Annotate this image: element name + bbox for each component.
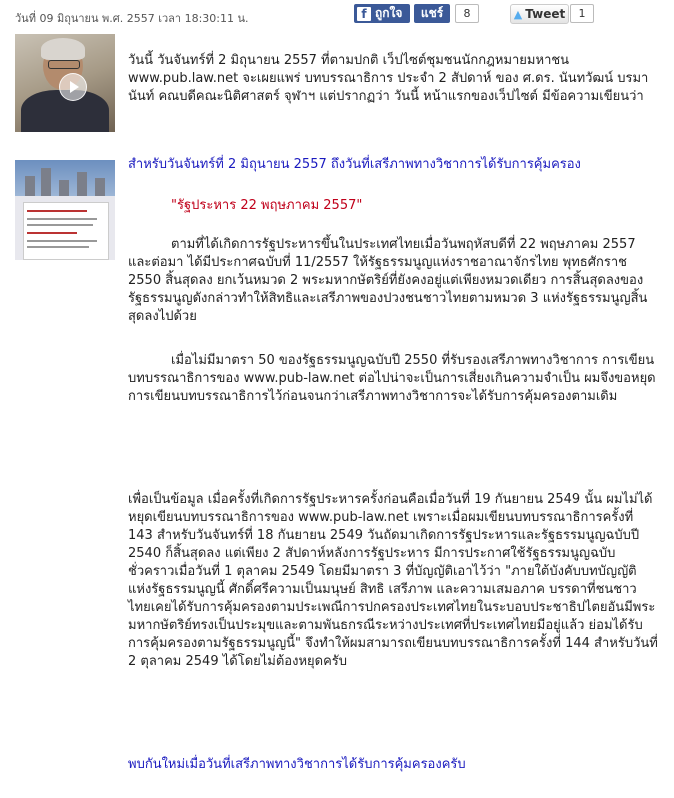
facebook-like-label: ถูกใจ — [375, 6, 403, 20]
facebook-like-button[interactable] — [354, 4, 410, 23]
article-paragraph-2: ตามที่ได้เกิดการรัฐประหารขึ้นในประเทศไทยเมื่อวันพฤหัสบดีที่ 22 พฤษภาคม 2557 และต่อมา ได้มีประกาศฉบับที่ 11/2557 ให้รัฐธรรมนูญแห่งราชอาณาจักรไทย พุทธศักราช 2550 สิ้นสุดลง ยกเว้นหมวด 2 พระมหากษัตริย์ที่ยังคงอยู่แต่เพียงหมวดเดียว การสิ้นสุดลงของรัฐธรรมนูญดังกล่าวทำให้สิทธิและเสรีภาพของปวงชนชาวไทยตามหมวด 3 แห่งรัฐธรรมนูญสิ้นสุดลงไปด้วย — [128, 237, 648, 324]
coup-headline: "รัฐประหาร 22 พฤษภาคม 2557" — [171, 198, 363, 213]
facebook-share-label: แชร์ — [420, 6, 444, 20]
author-video-thumbnail[interactable] — [15, 34, 115, 132]
twitter-bird-icon: ▲ — [513, 7, 523, 21]
facebook-icon: f — [357, 7, 371, 21]
editorial-headline-link[interactable]: สำหรับวันจันทร์ที่ 2 มิถุนายน 2557 ถึงวันที่เสรีภาพทางวิชาการได้รับการคุ้มครอง — [128, 157, 581, 172]
article-paragraph-4: เพื่อเป็นข้อมูล เมื่อครั้งที่เกิดการรัฐประหารครั้งก่อนคือเมื่อวันที่ 19 กันยายน 2549 นั้น ผมไม่ได้หยุดเขียนบทบรรณาธิการของ www.pub-law.net เพราะเมื่อผมเขียนบทบรรณาธิการครั้งที่ 143 สำหรับวันจันทร์ที่ 18 กันยายน 2549 วันถัดมาเกิดการรัฐประหารและรัฐธรรมนูญฉบับปี 2540 ก็สิ้นสุดลง แต่เพียง 2 สัปดาห์หลังการรัฐประหาร มีการประกาศใช้รัฐธรรมนูญฉบับชั่วคราวเมื่อวันที่ 1 ตุลาคม 2549 โดยมีมาตรา 3 ที่บัญญัติเอาไว้ว่า "ภายใต้บังคับบทบัญญัติแห่งรัฐธรรมนูญนี้ ศักดิ์ศรีความเป็นมนุษย์ สิทธิ เสรีภาพ และความเสมอภาค บรรดาที่ชนชาวไทยเคยได้รับการคุ้มครองตามประเพณีการปกครองประเทศไทยในระบอบประชาธิปไตยอันมีพระมหากษัตริย์ทรงเป็นประมุขและตามพันธกรณีระหว่างประเทศที่ประเทศไทยมีอยู่แล้ว ย่อมได้รับการคุ้มครองตามรัฐธรรมนูญนี้" จึงทำให้ผมสามารถเขียนบทบรรณาธิการครั้งที่ 144 สำหรับวันที่ 2 ตุลาคม 2549 ได้โดยไม่ต้องหยุดครับ — [128, 492, 658, 669]
tweet-count: 1 — [570, 4, 594, 23]
tweet-label: Tweet — [525, 7, 566, 21]
publish-datetime: วันที่ 09 มิถุนายน พ.ศ. 2557 เวลา 18:30:11 น. — [15, 12, 249, 25]
facebook-share-count: 8 — [455, 4, 479, 23]
play-icon[interactable] — [59, 73, 87, 101]
facebook-share-button[interactable] — [414, 4, 450, 23]
article-intro: วันนี้ วันจันทร์ที่ 2 มิถุนายน 2557 ที่ตามปกติ เว็ปไซต์ชุมชนนักกฎหมายมหาชน www.pub.law.net จะเผยแพร่ บทบรรณาธิการ ประจำ 2 สัปดาห์ ของ ศ.ดร. นันทวัฒน์ บรมานันท์ คณบดีคณะนิติศาสตร์ จุฬาฯ แต่ปรากฏว่า วันนี้ หน้าแรกของเว็ปไซต์ มีข้อความเขียนว่า — [128, 53, 649, 104]
article-paragraph-3: เมื่อไม่มีมาตรา 50 ของรัฐธรรมนูญฉบับปี 2550 ที่รับรองเสรีภาพทางวิชาการ การเขียนบทบรรณาธิการของ www.pub-law.net ต่อไปน่าจะเป็นการเสี่ยงเกินความจำเป็น ผมจึงขอหยุดการเขียนบทบรรณาธิการไว้ก่อนจนกว่าเสรีภาพทางวิชาการจะได้รับการคุ้มครองตามเดิม — [128, 353, 656, 404]
top-bar — [0, 0, 674, 30]
website-screenshot-image — [15, 160, 115, 260]
tweet-button[interactable] — [510, 4, 569, 24]
closing-link[interactable]: พบกันใหม่เมื่อวันที่เสรีภาพทางวิชาการได้รับการคุ้มครองครับ — [128, 757, 466, 772]
